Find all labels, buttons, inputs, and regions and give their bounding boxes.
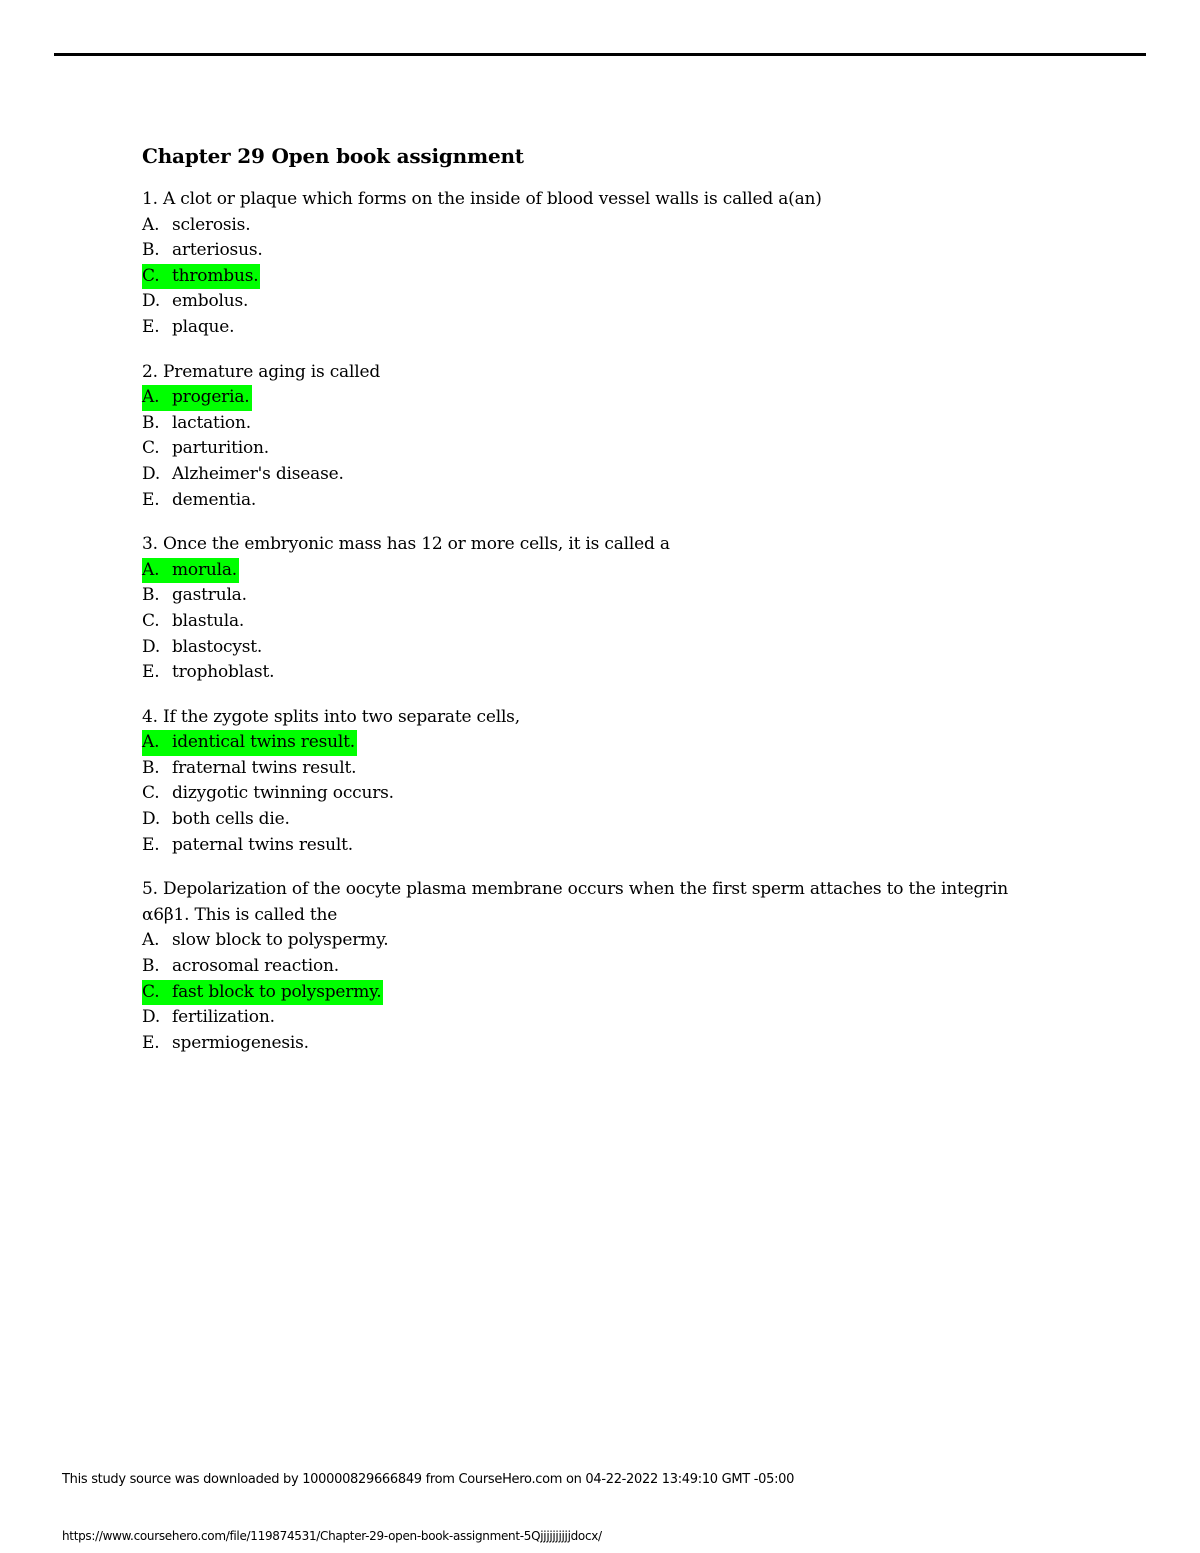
answer-option xyxy=(142,781,1042,807)
question-1 xyxy=(142,187,1042,341)
answer-highlight xyxy=(142,558,239,584)
option-text: embolus. xyxy=(172,291,249,312)
document-body xyxy=(142,143,1042,1075)
answer-option xyxy=(142,411,1042,437)
option-letter: B. xyxy=(142,757,160,778)
option-letter: B. xyxy=(142,585,160,606)
answer-option xyxy=(142,1005,1042,1031)
answer-option xyxy=(142,928,1042,954)
answer-option xyxy=(142,833,1042,859)
option-text: fast block to polyspermy. xyxy=(172,981,382,1002)
answer-wrap xyxy=(142,289,248,315)
question-3 xyxy=(142,532,1042,686)
answer-option-correct xyxy=(142,558,1042,584)
option-letter: C. xyxy=(142,783,160,804)
option-text: sclerosis. xyxy=(172,214,251,235)
answer-wrap xyxy=(142,928,388,954)
option-text: Alzheimer's disease. xyxy=(172,463,344,484)
answer-wrap xyxy=(142,411,251,437)
top-rule xyxy=(54,53,1146,56)
option-letter: D. xyxy=(142,809,161,830)
download-notice: This study source was downloaded by 100000829666849 from CourseHero.com on 04-22-2022 13:49:10 GMT -05:00 xyxy=(62,1472,795,1487)
option-text: spermiogenesis. xyxy=(172,1032,309,1053)
answer-highlight xyxy=(142,980,383,1006)
option-text: fertilization. xyxy=(172,1007,275,1028)
option-text: blastula. xyxy=(172,610,245,631)
option-letter: E. xyxy=(142,662,160,683)
question-list xyxy=(142,187,1042,1056)
answer-option-correct xyxy=(142,385,1042,411)
option-text: thrombus. xyxy=(172,265,259,286)
option-text: acrosomal reaction. xyxy=(172,956,339,977)
option-text: gastrula. xyxy=(172,585,247,606)
option-letter: C. xyxy=(142,438,160,459)
answer-option xyxy=(142,609,1042,635)
answer-option xyxy=(142,462,1042,488)
option-text: arteriosus. xyxy=(172,240,263,261)
answer-option xyxy=(142,238,1042,264)
answer-wrap xyxy=(142,462,344,488)
answer-wrap xyxy=(142,833,353,859)
option-text: dizygotic twinning occurs. xyxy=(172,783,394,804)
answer-option xyxy=(142,635,1042,661)
answer-option xyxy=(142,807,1042,833)
answer-highlight xyxy=(142,730,357,756)
answer-option xyxy=(142,583,1042,609)
option-letter: D. xyxy=(142,1007,161,1028)
question-text: 5. Depolarization of the oocyte plasma membrane occurs when the first sperm attaches to the integrin α6β1. This is called the xyxy=(142,879,1009,925)
option-letter: D. xyxy=(142,636,161,657)
question-2 xyxy=(142,360,1042,514)
option-text: lactation. xyxy=(172,412,251,433)
option-text: trophoblast. xyxy=(172,662,275,683)
answer-wrap xyxy=(142,807,290,833)
question-4 xyxy=(142,705,1042,859)
option-text: progeria. xyxy=(172,387,250,408)
option-letter: C. xyxy=(142,610,160,631)
option-letter: E. xyxy=(142,316,160,337)
answer-highlight xyxy=(142,385,252,411)
answer-option-correct xyxy=(142,264,1042,290)
answer-wrap xyxy=(142,436,269,462)
option-text: identical twins result. xyxy=(172,732,355,753)
source-url[interactable]: https://www.coursehero.com/file/119874531/Chapter-29-open-book-assignment-5Qjjjjjjjjjjdocx/ xyxy=(62,1529,602,1543)
answer-option xyxy=(142,756,1042,782)
answer-option xyxy=(142,315,1042,341)
option-letter: A. xyxy=(142,930,160,951)
option-text: fraternal twins result. xyxy=(172,757,357,778)
answer-wrap xyxy=(142,488,256,514)
option-text: morula. xyxy=(172,559,238,580)
option-letter: A. xyxy=(142,387,160,408)
answer-option-correct xyxy=(142,980,1042,1006)
answer-wrap xyxy=(142,781,394,807)
answer-wrap xyxy=(142,1005,275,1031)
answer-option xyxy=(142,954,1042,980)
option-letter: A. xyxy=(142,732,160,753)
answer-option xyxy=(142,213,1042,239)
option-letter: D. xyxy=(142,463,161,484)
option-letter: E. xyxy=(142,489,160,510)
option-letter: C. xyxy=(142,981,160,1002)
answer-wrap xyxy=(142,583,247,609)
answer-wrap xyxy=(142,1031,309,1057)
answer-wrap xyxy=(142,635,262,661)
option-letter: A. xyxy=(142,214,160,235)
answer-wrap xyxy=(142,756,356,782)
option-text: blastocyst. xyxy=(172,636,263,657)
question-text: 2. Premature aging is called xyxy=(142,361,381,382)
answer-wrap xyxy=(142,954,339,980)
question-text: 1. A clot or plaque which forms on the inside of blood vessel walls is called a(an) xyxy=(142,189,822,209)
option-text: both cells die. xyxy=(172,809,290,830)
answer-wrap xyxy=(142,660,274,686)
option-letter: B. xyxy=(142,956,160,977)
question-text: 3. Once the embryonic mass has 12 or more cells, it is called a xyxy=(142,534,670,555)
option-letter: E. xyxy=(142,834,160,855)
option-letter: A. xyxy=(142,559,160,580)
option-text: paternal twins result. xyxy=(172,834,353,855)
document-title: Chapter 29 Open book assignment xyxy=(142,144,524,168)
answer-highlight xyxy=(142,264,260,290)
option-text: plaque. xyxy=(172,316,235,337)
question-text: 4. If the zygote splits into two separate cells, xyxy=(142,706,520,727)
answer-option xyxy=(142,660,1042,686)
option-text: parturition. xyxy=(172,438,269,459)
option-text: slow block to polyspermy. xyxy=(172,930,389,951)
question-5 xyxy=(142,877,1042,1056)
option-letter: E. xyxy=(142,1032,160,1053)
option-letter: B. xyxy=(142,412,160,433)
answer-wrap xyxy=(142,238,263,264)
answer-option-correct xyxy=(142,730,1042,756)
option-letter: C. xyxy=(142,265,160,286)
answer-option xyxy=(142,289,1042,315)
option-letter: B. xyxy=(142,240,160,261)
answer-wrap xyxy=(142,213,250,239)
answer-option xyxy=(142,1031,1042,1057)
option-text: dementia. xyxy=(172,489,257,510)
answer-option xyxy=(142,436,1042,462)
answer-wrap xyxy=(142,315,234,341)
option-letter: D. xyxy=(142,291,161,312)
answer-option xyxy=(142,488,1042,514)
answer-wrap xyxy=(142,609,244,635)
